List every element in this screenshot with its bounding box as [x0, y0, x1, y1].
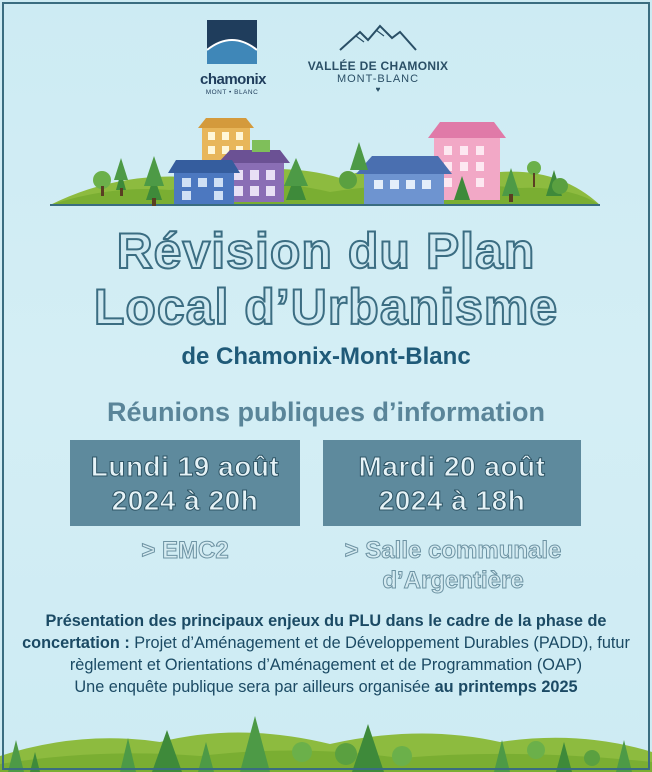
meeting-2-date-line2: 2024 à 18h	[378, 485, 526, 516]
meeting-date-1	[70, 440, 300, 526]
vallee-line2: MONT-BLANC	[336, 73, 420, 85]
vallee-logo	[298, 24, 458, 94]
mountain-outline-icon	[338, 24, 418, 52]
meeting-2-date-line1: Mardi 20 août	[358, 451, 546, 482]
meeting-1-date-line2: 2024 à 20h	[111, 485, 259, 516]
title-subtitle: de Chamonix-Mont-Blanc	[181, 343, 471, 370]
meeting-place-2	[318, 536, 588, 596]
description-text: Projet d’Aménagement et de Développement Durables (PADD), futur règlement et Orientations d’Aménagement et de Programmation (OAP)	[69, 634, 630, 674]
meeting-date-2	[323, 440, 581, 526]
meetings-heading: Réunions publiques d’information	[107, 397, 545, 427]
description	[20, 610, 632, 698]
description-intro: Présentation des principaux enjeux du PLU dans le cadre de la phase de concertation :	[22, 612, 607, 652]
title-line1: Révision du Plan	[116, 223, 536, 279]
chamonix-mountain-logo-icon	[207, 20, 257, 64]
meeting-place-1	[110, 536, 260, 566]
chamonix-logo	[200, 20, 267, 96]
vallee-line1: VALLÉE DE CHAMONIX	[307, 59, 449, 73]
meeting-2-place-line1: > Salle communale	[344, 537, 562, 564]
meeting-1-place: > EMC2	[141, 537, 229, 564]
enquete-date: au printemps 2025	[434, 678, 578, 696]
chamonix-brand: chamonix	[200, 71, 267, 88]
title-line2: Local d’Urbanisme	[93, 279, 559, 335]
meeting-1-date-line1: Lundi 19 août	[90, 451, 280, 482]
meeting-2-place-line2: d’Argentière	[382, 567, 524, 594]
enquete-text: Une enquête publique sera par ailleurs organisée	[74, 678, 435, 696]
chamonix-sub: MONT • BLANC	[205, 89, 259, 96]
vallee-mark: ♥	[375, 85, 381, 94]
